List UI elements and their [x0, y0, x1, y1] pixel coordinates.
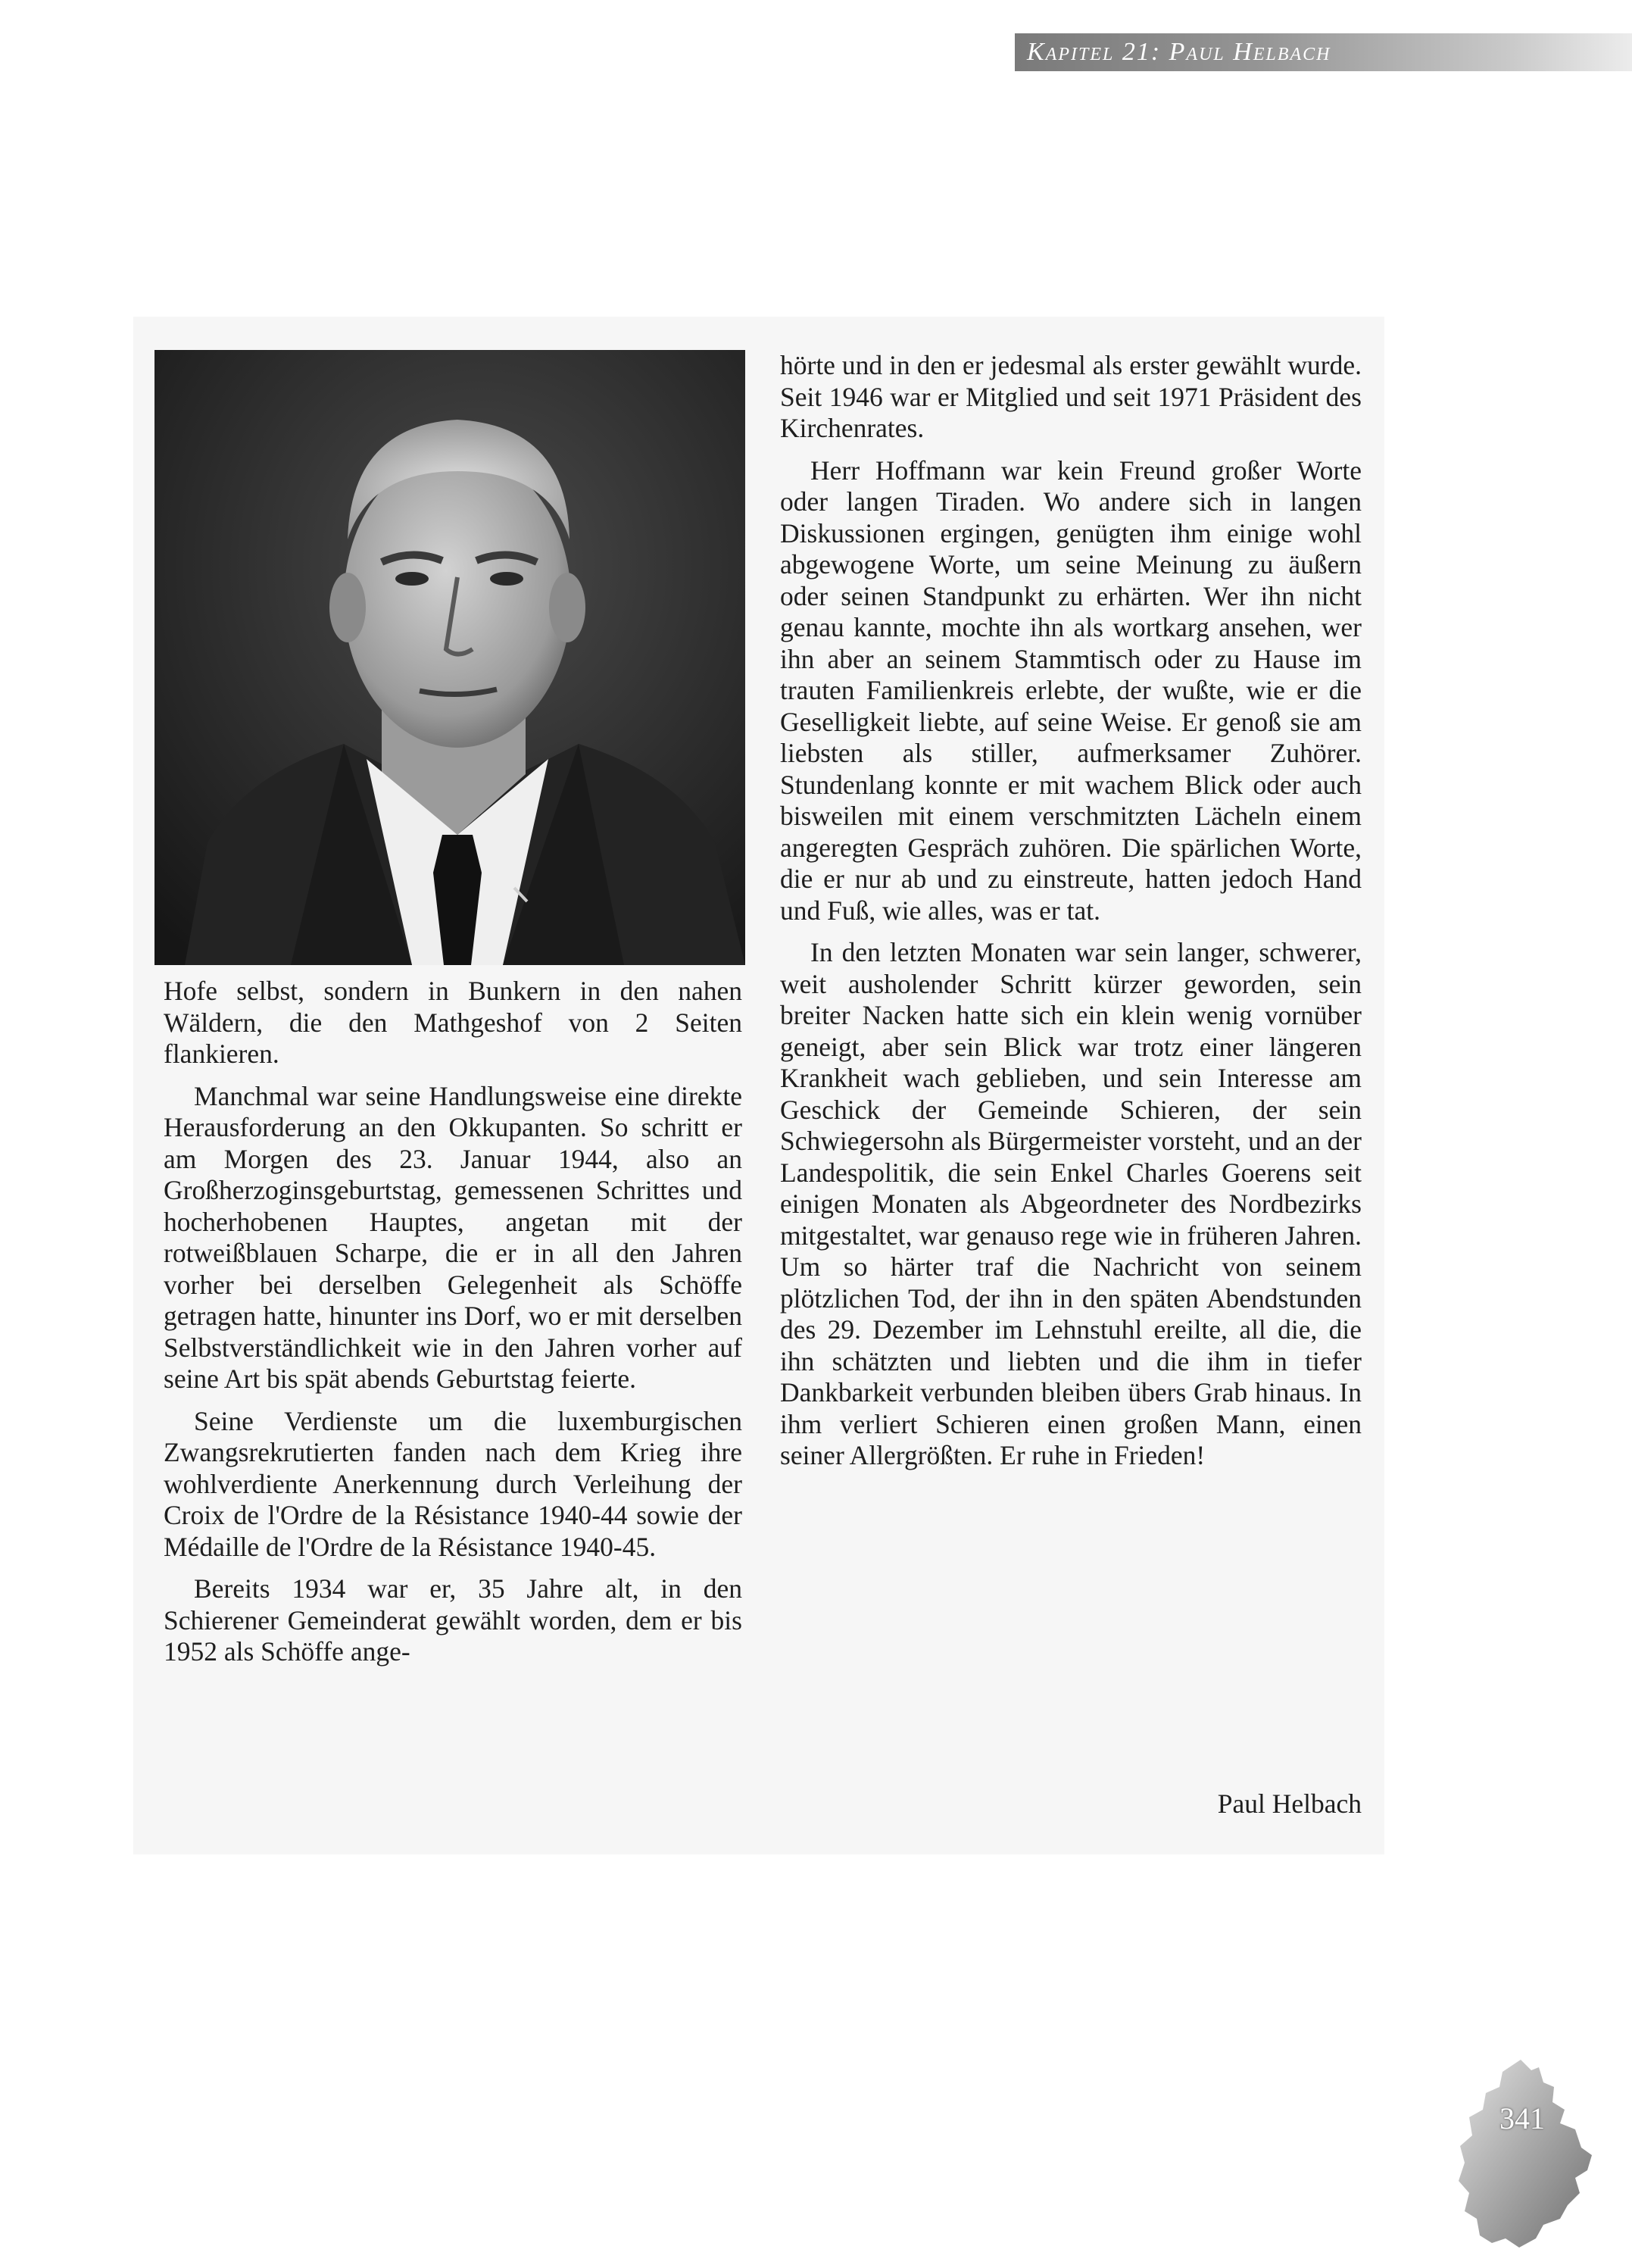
page-number: 341 [1499, 2101, 1545, 2135]
author-signature: Paul Helbach [1217, 1788, 1362, 1819]
paragraph: hörte und in den er jedesmal als erster gewählt wurde. Seit 1946 war er Mitglied und seit 1971 Präsident des Kirchenrates. [780, 350, 1362, 443]
paragraph: In den letzten Monaten war sein langer, schwerer, weit ausholender Schritt kürzer geworden, sein breiter Nacken hatte sich ein klein wenig vornüber geneigt, aber sein Blick war trotz einer längeren Krankheit wach geblieben, und sein Interesse am Geschick der Gemeinde Schieren, der sein Schwiegersohn als Bürgermeister vorsteht, und an der Landespolitik, die sein Enkel Charles Goerens seit einigen Monaten als Abgeordneter des Nordbezirks mitgestaltet, war genauso rege wie in früheren Jahren. Um so härter traf die Nachricht von seinem plötzlichen Tod, der ihn in den späten Abendstunden des 29. Dezember im Lehnstuhl ereilte, all die, die ihn schätzten und liebten und die ihm in tiefer Dankbarkeit verbunden bleiben übers Grab hinaus. In ihm verliert Schieren einen großen Mann, einen seiner Allergrößten. Er ruhe in Frieden! [780, 937, 1362, 1470]
paragraph: Herr Hoffmann war kein Freund großer Worte oder langen Tiraden. Wo andere sich in langen Diskussionen ergingen, genügten ihm einige wohl abgewogene Worte, um seine Meinung zu äußern oder seinen Standpunkt zu erhärten. Wer ihn nicht genau kannte, mochte ihn als wortkarg ansehen, wer ihn aber an seinem Stammtisch oder zu Hause im trauten Familienkreis erlebte, der wußte, wie er die Geselligkeit liebte, auf seine Weise. Er genoß sie am liebsten als stiller, aufmerksamer Zuhörer. Stundenlang konnte er mit wachem Blick oder auch bisweilen mit einem verschmitzten Lächeln einem angeregten Gespräch zuhören. Die spärlichen Worte, die er nur ab und zu einstreute, hatten jedoch Hand und Fuß, wie alles, was er tat. [780, 455, 1362, 926]
paragraph: Bereits 1934 war er, 35 Jahre alt, in den Schierener Gemeinderat gewählt worden, dem er bis 1952 als Schöffe ange- [164, 1573, 742, 1667]
paragraph: Hofe selbst, sondern in Bunkern in den nahen Wäldern, die den Mathgeshof von 2 Seiten flankieren. [164, 976, 742, 1069]
right-column-text [780, 350, 1362, 1482]
portrait-photo [154, 350, 745, 965]
chapter-header-title: Kapitel 21: Paul Helbach [1027, 38, 1331, 66]
luxembourg-map-icon [1446, 2057, 1598, 2254]
paragraph: Seine Verdienste um die luxemburgischen Zwangsrekrutierten fanden nach dem Krieg ihre wohlverdiente Anerkennung durch Verleihung der Croix de l'Ordre de la Résistance 1940-44 sowie der Médaille de l'Ordre de la Résistance 1940-45. [164, 1405, 742, 1562]
left-column-text [164, 976, 742, 1679]
paragraph: Manchmal war seine Handlungsweise eine direkte Herausforderung an den Okkupanten. So schritt er am Morgen des 23. Januar 1944, also an Großherzoginsgeburtstag, gemessenen Schrittes und hocherhobenen Hauptes, angetan mit der rotweißblauen Scharpe, die er in all den Jahren vorher bei derselben Gelegenheit als Schöffe getragen hatte, hinunter ins Dorf, wo er mit derselben Selbstverständlichkeit wie in den Jahren vorher auf seine Art bis spät abends Geburtstag feierte. [164, 1080, 742, 1394]
